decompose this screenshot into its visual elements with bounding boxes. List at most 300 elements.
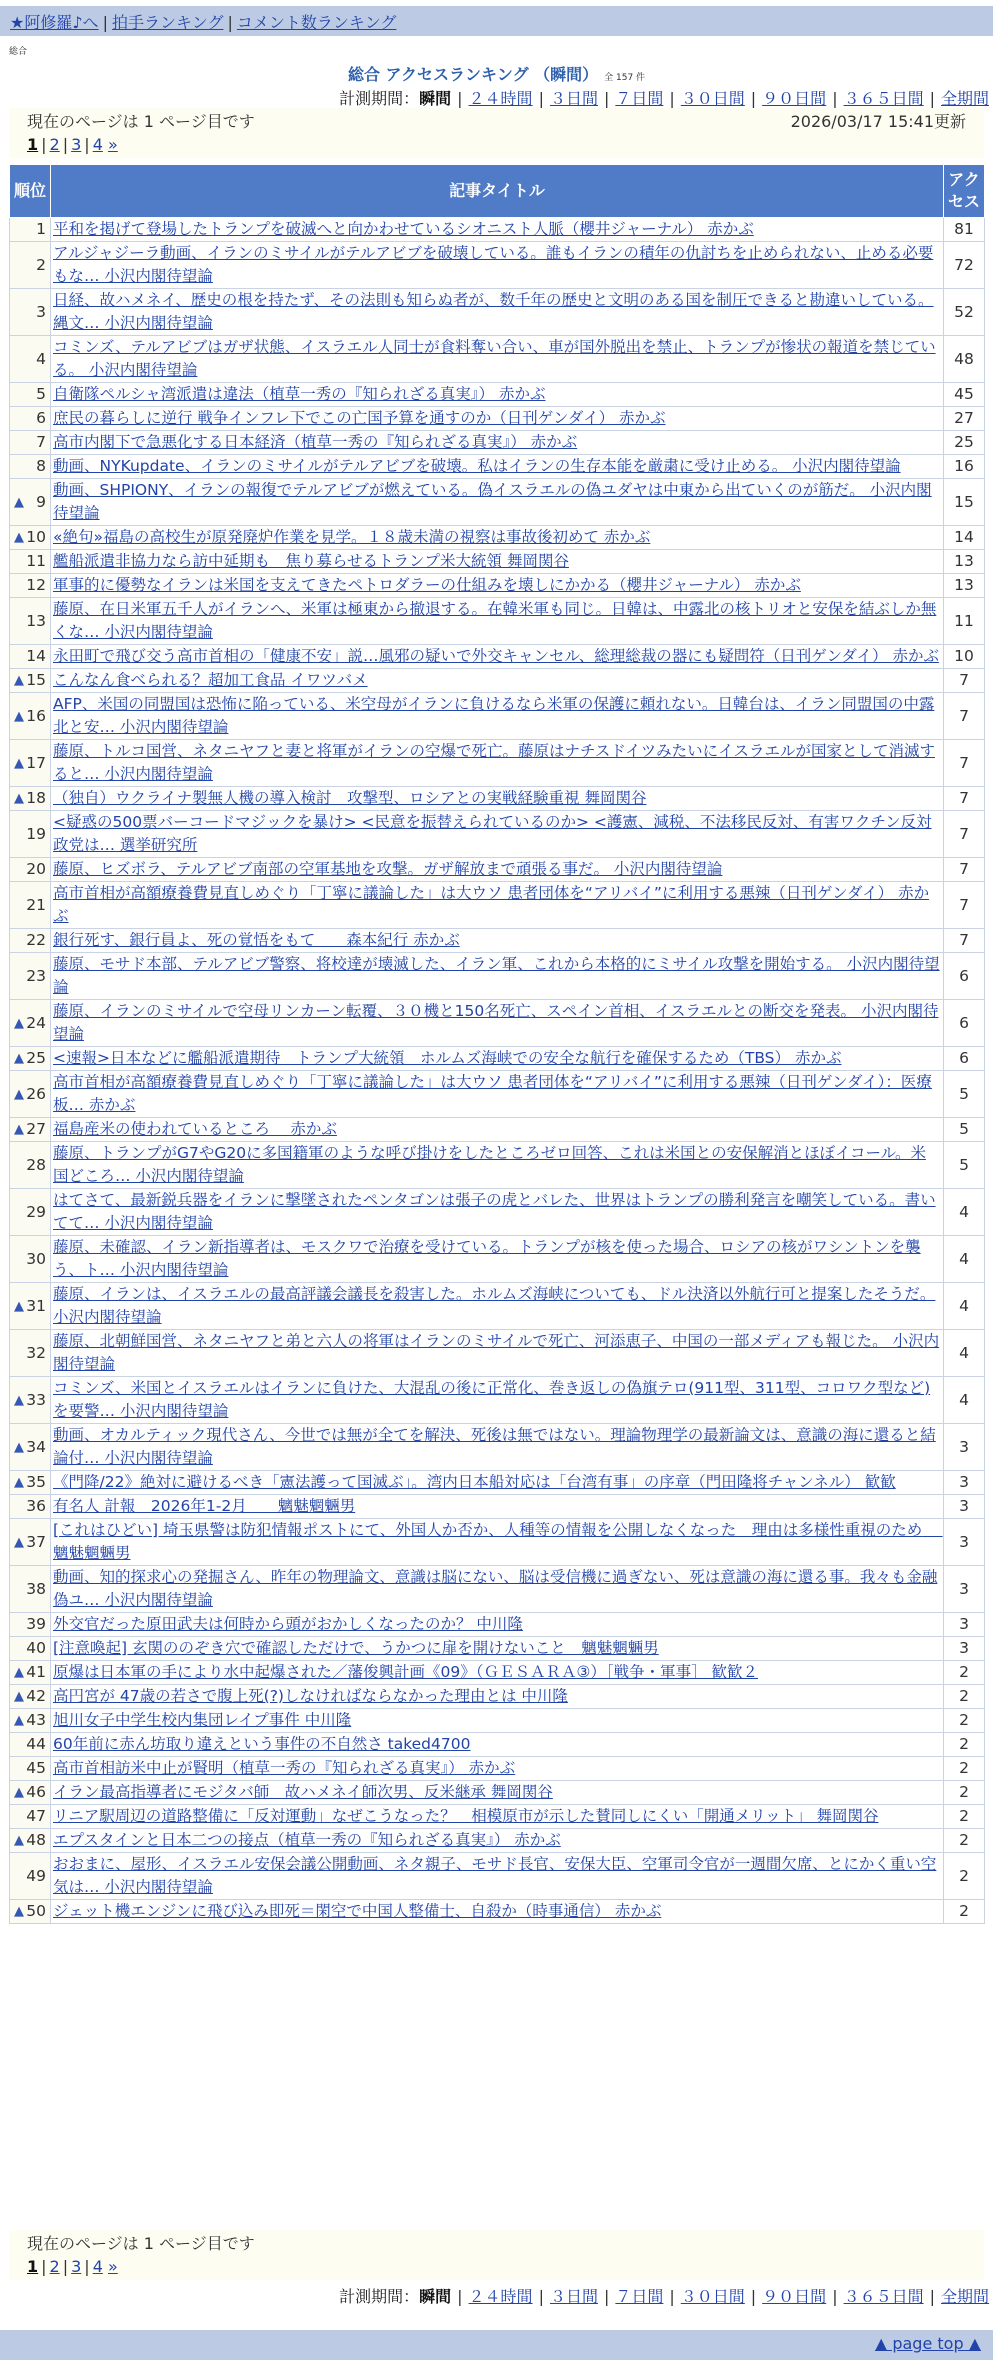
table-row [10, 1637, 985, 1661]
access-count: 7 [944, 929, 985, 953]
table-row [10, 1142, 985, 1189]
article-title-link[interactable]: 平和を掲げて登場したトランプを破滅へと向かわせているシオニスト人脈（櫻井ジャーナル） 赤かぶ [53, 220, 754, 238]
access-count: 3 [944, 1424, 985, 1471]
article-title-link[interactable]: 高市首相が高額療養費見直しめぐり「丁寧に議論した」は大ウソ 患者団体を“アリバイ”に利用する悪辣（日刊ゲンダイ） 赤かぶ [53, 884, 930, 925]
article-title-link[interactable]: コミンズ、米国とイスラエルはイランに負けた、大混乱の後に正常化、巻き返しの偽旗テロ(911型、311型、コロワク型など)を要警… 小沢内閣待望論 [53, 1379, 931, 1420]
rank-number: 34 [26, 1437, 46, 1456]
table-row [10, 1685, 985, 1709]
article-title-link[interactable]: 動画、SHPIONY、イランの報復でテルアビブが燃えている。偽イスラエルの偽ユダヤは中東から出ていくのが筋だ。 小沢内閣待望論 [53, 481, 932, 522]
page-link[interactable]: 2 [49, 2257, 60, 2276]
article-title-link[interactable]: こんなん食べられる？超加工食品 イワツバメ [53, 671, 368, 689]
page-top-link[interactable]: ▲ page top ▲ [874, 2334, 981, 2353]
title-cell [51, 1829, 944, 1853]
access-count: 13 [944, 550, 985, 574]
period-option-link[interactable]: ７日間 [615, 2287, 664, 2306]
title-cell [51, 811, 944, 858]
article-title-link[interactable]: [注意喚起] 玄関ののぞき穴で確認しただけで、うかつに扉を開けないこと 魑魅魍魎男 [53, 1639, 659, 1657]
title-cell [51, 1900, 944, 1924]
article-title-link[interactable]: [これはひどい] 埼玉県警は防犯情報ポストにて、外国人か否か、人種等の情報を公開しなくなった 理由は多様性重視のため 魑魅魍魎男 [53, 1521, 943, 1562]
rank-number: 40 [26, 1639, 46, 1657]
title-cell [51, 1757, 944, 1781]
rank-number: 4 [36, 349, 46, 368]
page-separator: | [84, 135, 90, 154]
title-cell [51, 1781, 944, 1805]
rank-number: 45 [26, 1759, 46, 1777]
rank-cell [10, 1471, 51, 1495]
article-title-link[interactable]: 《門降/22》絶対に避けるべき「憲法護って国滅ぶ」。湾内日本船対応は「台湾有事」の序章（門田隆将チャンネル） 歓歓 [53, 1473, 896, 1491]
article-title-link[interactable]: 日経、故ハメネイ、歴史の根を持たず、その法則も知らぬ者が、数千年の歴史と文明のある国を制圧できると勘違いしている。縄文… 小沢内閣待望論 [53, 291, 934, 332]
article-title-link[interactable]: 藤原、イランは、イスラエルの最高評議会議長を殺害した。ホルムズ海峡についても、ドル決済以外航行可と提案したそうだ。 小沢内閣待望論 [53, 1285, 936, 1326]
article-title-link[interactable]: 藤原、トルコ国営、ネタニヤフと妻と将軍がイランの空爆で死亡。藤原はナチスドイツみたいにイスラエルが国家として消滅すると… 小沢内閣待望論 [53, 742, 935, 783]
article-title-link[interactable]: 軍事的に優勢なイランは米国を支えてきたペトロダラーの仕組みを壊しにかかる（櫻井ジャーナル） 赤かぶ [53, 576, 801, 594]
table-row [10, 1613, 985, 1637]
article-title-link[interactable]: 有名人 計報 2026年1-2月 魑魅魍魎男 [53, 1497, 356, 1515]
title-cell [51, 1733, 944, 1757]
rank-number: 29 [26, 1202, 46, 1221]
current-page-number: 1 [27, 2257, 39, 2276]
period-separator: | [929, 89, 935, 108]
table-row [10, 526, 985, 550]
table-row [10, 455, 985, 479]
article-title-link[interactable]: 福島産米の使われているところ 赤かぶ [53, 1120, 337, 1138]
asyura-home-link[interactable]: ★阿修羅♪へ [10, 13, 99, 32]
rank-number: 6 [36, 409, 46, 427]
title-cell [51, 1189, 944, 1236]
access-count: 4 [944, 1377, 985, 1424]
title-cell [51, 242, 944, 289]
period-option-link[interactable]: ３６５日間 [843, 89, 924, 108]
rank-cell [10, 1805, 51, 1829]
rank-cell [10, 289, 51, 336]
title-cell [51, 740, 944, 787]
rank-cell [10, 1613, 51, 1637]
rank-cell [10, 479, 51, 526]
period-option-link[interactable]: ３０日間 [680, 89, 745, 108]
access-count: 5 [944, 1118, 985, 1142]
updated-timestamp: 2026/03/17 15:41更新 [790, 112, 966, 131]
access-count: 7 [944, 693, 985, 740]
rank-up-arrow-icon: ▲ [14, 1298, 24, 1314]
page-separator: | [41, 135, 47, 154]
table-row [10, 1733, 985, 1757]
article-title-link[interactable]: 藤原、トランプがG7やG20に多国籍軍のような呼び掛けをしたところゼロ回答、これは米国との安保解消とほぼイコール。米国どころ… 小沢内閣待望論 [53, 1144, 926, 1185]
table-row [10, 693, 985, 740]
title-cell [51, 598, 944, 645]
article-title-link[interactable]: 原爆は日本軍の手により水中起爆された／藩俊興計画《09》（ＧＥＳＡＲＡ③）［戦争・軍事］ 歓歓２ [53, 1663, 759, 1681]
rank-cell [10, 953, 51, 1000]
period-option-link[interactable]: ３日間 [549, 89, 598, 108]
article-title-link[interactable]: （独自）ウクライナ製無人機の導入検討 攻撃型、ロシアとの実戦経験重視 舞岡関谷 [53, 789, 647, 807]
rank-cell [10, 1330, 51, 1377]
rank-up-arrow-icon: ▲ [14, 1015, 24, 1031]
rank-number: 12 [26, 576, 46, 594]
access-count: 2 [944, 1661, 985, 1685]
access-count: 2 [944, 1709, 985, 1733]
applause-ranking-link[interactable]: 拍手ランキング [111, 13, 224, 32]
table-row [10, 1661, 985, 1685]
period-separator: | [457, 89, 463, 108]
pager-status-row [27, 110, 966, 134]
article-title-link[interactable]: エプスタインと日本二つの接点（植草一秀の『知られざる真実』） 赤かぶ [53, 1831, 561, 1849]
article-title-link[interactable]: 藤原、在日米軍五千人がイランへ、米軍は極東から撤退する。在韓米軍も同じ。日韓は、中露北の核トリオと安保を結ぶしか無くな… 小沢内閣待望論 [53, 600, 937, 641]
article-title-link[interactable]: <速報>日本などに艦船派遣期待 トランプ大統領 ホルムズ海峡での安全な航行を確保するため（TBS） 赤かぶ [53, 1049, 842, 1067]
title-cell [51, 1142, 944, 1189]
rank-number: 21 [26, 895, 46, 914]
rank-up-arrow-icon: ▲ [14, 1904, 24, 1919]
rank-cell [10, 1283, 51, 1330]
access-count: 72 [944, 242, 985, 289]
page-separator: | [62, 2257, 69, 2276]
title-cell [51, 1495, 944, 1519]
article-title-link[interactable]: 動画、知的探求心の発掘さん、昨年の物理論文、意識は脳にない、脳は受信機に過ぎない、死は意識の海に還る事。我々も金融偽ユ… 小沢内閣待望論 [53, 1568, 938, 1609]
table-row [10, 882, 985, 929]
period-option-link[interactable]: 全期間 [940, 89, 989, 108]
article-title-link[interactable]: 庶民の暮らしに逆行 戦争インフレ下でこの亡国予算を通すのか（日刊ゲンダイ） 赤かぶ [53, 409, 666, 427]
period-separator: | [538, 89, 544, 108]
rank-cell [10, 218, 51, 242]
rank-cell [10, 787, 51, 811]
rank-cell [10, 1047, 51, 1071]
rank-cell [10, 407, 51, 431]
article-title-link[interactable]: 動画、NYKupdate、イランのミサイルがテルアビブを破壊。私はイランの生存本能を厳粛に受け止める。 小沢内閣待望論 [53, 457, 901, 475]
rank-number: 3 [36, 302, 46, 321]
rank-number: 24 [26, 1013, 46, 1032]
page-link[interactable]: 4 [92, 135, 103, 154]
rank-number: 31 [26, 1296, 46, 1315]
rank-number: 8 [36, 457, 46, 475]
access-count: 3 [944, 1495, 985, 1519]
period-separator: | [750, 2287, 757, 2306]
rank-number: 22 [26, 931, 46, 949]
page-link[interactable]: 3 [71, 135, 82, 154]
article-title-link[interactable]: はてさて、最新鋭兵器をイランに撃墜されたペンタゴンは張子の虎とバレた、世界はトランプの勝利発言を嘲笑している。書いてて… 小沢内閣待望論 [53, 1191, 936, 1232]
table-row [10, 1330, 985, 1377]
table-row [10, 218, 985, 242]
page-links [27, 2256, 966, 2278]
rank-cell [10, 1000, 51, 1047]
page-links [27, 134, 966, 156]
title-cell [51, 1853, 944, 1900]
period-selector-bottom [339, 2284, 989, 2307]
access-count: 2 [944, 1685, 985, 1709]
access-count: 4 [944, 1330, 985, 1377]
rank-number: 49 [26, 1866, 46, 1885]
rank-number: 20 [26, 860, 46, 878]
article-title-link[interactable]: 藤原、北朝鮮国営、ネタニヤフと弟と六人の将軍はイランのミサイルで死亡、河添恵子、中国の一部メディアも報じた。 小沢内閣待望論 [53, 1332, 940, 1373]
table-row [10, 289, 985, 336]
period-option-link[interactable]: ３０日間 [680, 2287, 745, 2306]
access-count: 4 [944, 1236, 985, 1283]
rank-up-arrow-icon: ▲ [14, 1439, 24, 1455]
period-selector-top [339, 86, 989, 109]
rank-number: 16 [26, 706, 46, 725]
rank-number: 2 [36, 255, 46, 274]
title-cell [51, 1709, 944, 1733]
table-row [10, 1071, 985, 1118]
pager-status-row [27, 2232, 966, 2256]
access-count: 7 [944, 858, 985, 882]
title-cell [51, 431, 944, 455]
rank-cell [10, 1495, 51, 1519]
article-title-link[interactable]: <疑惑の500票バーコードマジックを暴け> <民意を振替えられているのか> <護憲、減税、不法移民反対、有害ワクチン反対政党は… 選挙研究所 [53, 813, 932, 854]
title-cell [51, 858, 944, 882]
access-count: 7 [944, 787, 985, 811]
article-title-link[interactable]: 高市首相訪米中止が賢明（植草一秀の『知られざる真実』） 赤かぶ [53, 1759, 516, 1777]
title-cell [51, 1283, 944, 1330]
rank-cell [10, 1377, 51, 1424]
title-cell [51, 1661, 944, 1685]
nav-separator: | [227, 13, 233, 32]
rank-up-arrow-icon: ▲ [14, 791, 24, 806]
rank-up-arrow-icon: ▲ [14, 1475, 24, 1490]
period-option-link[interactable]: ９０日間 [762, 2287, 827, 2306]
article-title-link[interactable]: 旭川女子中学生校内集団レイプ事件 中川隆 [53, 1711, 352, 1729]
period-current: 瞬間 [419, 89, 452, 108]
rank-up-arrow-icon: ▲ [14, 1833, 24, 1848]
period-label: 計測期間： [339, 89, 420, 108]
title-cell [51, 1637, 944, 1661]
access-count: 7 [944, 882, 985, 929]
rank-cell [10, 1757, 51, 1781]
period-option-link[interactable]: ２４時間 [468, 2287, 533, 2306]
access-count: 25 [944, 431, 985, 455]
rank-cell [10, 1709, 51, 1733]
title-cell [51, 1566, 944, 1613]
access-count: 10 [944, 645, 985, 669]
next-page-link[interactable]: » [107, 135, 118, 154]
article-title-link[interactable]: «絶句»福島の高校生が原発廃炉作業を見学。１８歳未満の視察は事故後初めて 赤かぶ [53, 528, 651, 546]
title-cell [51, 953, 944, 1000]
access-count: 6 [944, 953, 985, 1000]
rank-cell [10, 455, 51, 479]
article-title-link[interactable]: 高市内閣下で急悪化する日本経済（植草一秀の『知られざる真実』） 赤かぶ [53, 433, 578, 451]
rank-number: 13 [26, 611, 46, 630]
article-title-link[interactable]: 永田町で飛び交う高市首相の「健康不安」説…風邪の疑いで外交キャンセル、総理総裁の器にも疑問符（日刊ゲンダイ） 赤かぶ [53, 647, 939, 665]
table-row [10, 1566, 985, 1613]
period-separator: | [929, 2287, 935, 2306]
access-count: 27 [944, 407, 985, 431]
rank-up-arrow-icon: ▲ [14, 494, 24, 510]
access-count: 2 [944, 1757, 985, 1781]
table-row [10, 550, 985, 574]
access-count: 14 [944, 526, 985, 550]
rank-up-arrow-icon: ▲ [14, 1665, 24, 1680]
period-separator: | [669, 2287, 675, 2306]
rank-up-arrow-icon: ▲ [14, 530, 24, 545]
article-title-link[interactable]: 銀行死す、銀行員よ、死の覚悟をもて 森本紀行 赤かぶ [53, 931, 460, 949]
title-cell [51, 1424, 944, 1471]
rank-cell [10, 1781, 51, 1805]
table-row [10, 598, 985, 645]
article-title-link[interactable]: 藤原、モサド本部、テルアビブ警察、将校達が壊滅した、イラン軍、これから本格的にミサイル攻撃を開始する。 小沢内閣待望論 [53, 955, 940, 996]
title-cell [51, 882, 944, 929]
table-row [10, 1781, 985, 1805]
page-link[interactable]: 3 [71, 2257, 82, 2276]
top-navigation-bar [0, 6, 993, 36]
table-row [10, 740, 985, 787]
table-row [10, 1900, 985, 1924]
article-title-link[interactable]: アルジャジーラ動画、イランのミサイルがテルアビブを破壊している。誰もイランの積年の仇討ちを止められない、止める必要もな… 小沢内閣待望論 [53, 244, 934, 285]
rank-number: 41 [26, 1663, 46, 1681]
next-page-link[interactable]: » [107, 2257, 118, 2276]
period-separator: | [538, 2287, 544, 2306]
rank-number: 32 [26, 1343, 46, 1362]
rank-cell [10, 740, 51, 787]
table-row [10, 811, 985, 858]
title-cell [51, 1685, 944, 1709]
access-count: 4 [944, 1189, 985, 1236]
article-title-link[interactable]: 藤原、未確認、イラン新指導者は、モスクワで治療を受けている。トランプが核を使った場合、ロシアの核がワシントンを襲う、ト… 小沢内閣待望論 [53, 1238, 921, 1279]
table-row [10, 1805, 985, 1829]
period-separator: | [457, 2287, 463, 2306]
period-option-link[interactable]: 全期間 [940, 2287, 989, 2306]
rank-cell [10, 1900, 51, 1924]
table-row [10, 929, 985, 953]
page-separator: | [41, 2257, 47, 2276]
rank-cell [10, 1424, 51, 1471]
access-count: 7 [944, 811, 985, 858]
table-row [10, 407, 985, 431]
rank-number: 28 [26, 1155, 46, 1174]
access-count: 3 [944, 1637, 985, 1661]
table-row [10, 383, 985, 407]
rank-up-arrow-icon: ▲ [14, 1051, 24, 1066]
rank-number: 26 [26, 1084, 46, 1103]
rank-cell [10, 929, 51, 953]
page-title [0, 62, 993, 85]
title-cell [51, 336, 944, 383]
title-cell [51, 574, 944, 598]
rank-cell [10, 1118, 51, 1142]
access-count: 3 [944, 1613, 985, 1637]
rank-number: 18 [26, 789, 46, 807]
article-title-link[interactable]: AFP、米国の同盟国は恐怖に陥っている、米空母がイランに負けるなら米軍の保護に頼れない。日韓台は、イラン同盟国の中露北と安… 小沢内閣待望論 [53, 695, 935, 736]
period-separator: | [603, 89, 610, 108]
access-count: 2 [944, 1900, 985, 1924]
rank-up-arrow-icon: ▲ [14, 1713, 24, 1728]
period-option-link[interactable]: ７日間 [615, 89, 664, 108]
rank-number: 48 [26, 1831, 46, 1849]
article-title-link[interactable]: 艦船派遣非協力なら訪中延期も 焦り募らせるトランプ米大統領 舞岡関谷 [53, 552, 569, 570]
rank-cell [10, 431, 51, 455]
period-option-link[interactable]: ３日間 [549, 2287, 598, 2306]
rank-up-arrow-icon: ▲ [14, 1086, 24, 1102]
rank-number: 33 [26, 1390, 46, 1409]
rank-number: 7 [36, 433, 46, 451]
current-page-text: 現在のページは 1 ページ目です [27, 112, 255, 131]
period-option-link[interactable]: ３６５日間 [843, 2287, 924, 2306]
table-row [10, 1189, 985, 1236]
article-title-link[interactable]: おおまに、屋形、イスラエル安保会議公開動画、ネタ親子、モサド長官、安保大臣、空軍司令官が一週間欠席、とにかく重い空気は… 小沢内閣待望論 [53, 1855, 937, 1896]
category-label: 総合 [9, 47, 28, 57]
rank-number: 46 [26, 1783, 46, 1801]
title-cell [51, 1071, 944, 1118]
title-cell [51, 218, 944, 242]
access-count: 52 [944, 289, 985, 336]
access-count: 6 [944, 1000, 985, 1047]
pager-bottom [9, 2230, 984, 2280]
title-cell [51, 383, 944, 407]
period-option-link[interactable]: ２４時間 [468, 89, 533, 108]
table-row [10, 787, 985, 811]
rank-number: 35 [26, 1473, 46, 1491]
article-title-link[interactable]: リニア駅周辺の道路整備に「反対運動」なぜこうなった？ 相模原市が示した賛同しにくい「開通メリット」 舞岡関谷 [53, 1807, 879, 1825]
rank-number: 14 [26, 647, 46, 665]
article-title-link[interactable]: コミンズ、テルアビブはガザ状態、イスラエル人同士が食料奪い合い、車が国外脱出を禁止、トランプが惨状の報道を禁じている。 小沢内閣待望論 [53, 338, 936, 379]
table-row [10, 1236, 985, 1283]
access-count: 45 [944, 383, 985, 407]
title-cell [51, 669, 944, 693]
page-separator: | [62, 135, 69, 154]
table-row [10, 953, 985, 1000]
title-cell [51, 645, 944, 669]
article-title-link[interactable]: ジェット機エンジンに飛び込み即死＝閑空で中国人整備士、自殺か（時事通信） 赤かぶ [53, 1902, 662, 1920]
article-title-link[interactable]: 藤原、ヒズボラ、テルアビブ南部の空軍基地を攻撃。ガザ解放まで頑張る事だ。 小沢内閣待望論 [53, 860, 723, 878]
rank-cell [10, 693, 51, 740]
title-cell [51, 455, 944, 479]
access-count: 4 [944, 1283, 985, 1330]
table-row [10, 1471, 985, 1495]
article-title-link[interactable]: 動画、オカルティック現代さん、今世では無が全てを解決、死後は無ではない。理論物理学の最新論文は、意識の海に還ると結論付… 小沢内閣待望論 [53, 1426, 936, 1467]
rank-number: 38 [26, 1579, 46, 1598]
rank-header: 順位 [10, 165, 51, 218]
rank-cell [10, 598, 51, 645]
title-cell [51, 1377, 944, 1424]
rank-cell [10, 550, 51, 574]
table-row [10, 645, 985, 669]
title-cell [51, 289, 944, 336]
comment-ranking-link[interactable]: コメント数ランキング [236, 13, 397, 32]
period-label: 計測期間： [339, 2287, 420, 2306]
rank-cell [10, 1142, 51, 1189]
rank-up-arrow-icon: ▲ [14, 1785, 24, 1800]
table-row [10, 1519, 985, 1566]
rank-number: 5 [36, 385, 46, 403]
article-title-link[interactable]: イラン最高指導者にモジタバ師 故ハメネイ師次男、反米継承 舞岡関谷 [53, 1783, 553, 1801]
current-page-number: 1 [27, 135, 39, 154]
rank-cell [10, 242, 51, 289]
access-count: 81 [944, 218, 985, 242]
rank-up-arrow-icon: ▲ [14, 1392, 24, 1408]
article-title-link[interactable]: 高市首相が高額療養費見直しめぐり「丁寧に議論した」は大ウソ 患者団体を“アリバイ”に利用する悪辣（日刊ゲンダイ）：医療板… 赤かぶ [53, 1073, 932, 1114]
table-row [10, 669, 985, 693]
table-row [10, 1424, 985, 1471]
article-title-link[interactable]: 外交官だった原田武夫は何時から頭がおかしくなったのか？ 中川隆 [53, 1615, 523, 1633]
rank-number: 9 [36, 492, 46, 511]
article-count: 全 157 件 [604, 73, 646, 83]
article-title-link[interactable]: 60年前に赤ん坊取り違えという事件の不自然さ taked4700 [53, 1735, 471, 1753]
article-title-link[interactable]: 高円宮が 47歳の若さで腹上死(?)しなければならなかった理由とは 中川隆 [53, 1687, 568, 1705]
table-row [10, 242, 985, 289]
nav-separator: | [102, 13, 108, 32]
table-row [10, 1283, 985, 1330]
footer-bar [0, 2330, 993, 2360]
page-link[interactable]: 2 [49, 135, 60, 154]
rank-number: 43 [26, 1711, 46, 1729]
page-link[interactable]: 4 [92, 2257, 103, 2276]
access-count: 16 [944, 455, 985, 479]
table-row [10, 1000, 985, 1047]
title-header: 記事タイトル [51, 165, 944, 218]
title-cell [51, 1118, 944, 1142]
article-title-link[interactable]: 自衛隊ペルシャ湾派遣は違法（植草一秀の『知られざる真実』） 赤かぶ [53, 385, 546, 403]
rank-number: 50 [26, 1902, 46, 1920]
period-separator: | [832, 89, 838, 108]
article-title-link[interactable]: 藤原、イランのミサイルで空母リンカーン転覆、３０機と150名死亡、スペイン首相、イスラエルとの断交を発表。 小沢内閣待望論 [53, 1002, 939, 1043]
table-row [10, 1853, 985, 1900]
period-option-link[interactable]: ９０日間 [762, 89, 827, 108]
rank-number: 30 [26, 1249, 46, 1268]
